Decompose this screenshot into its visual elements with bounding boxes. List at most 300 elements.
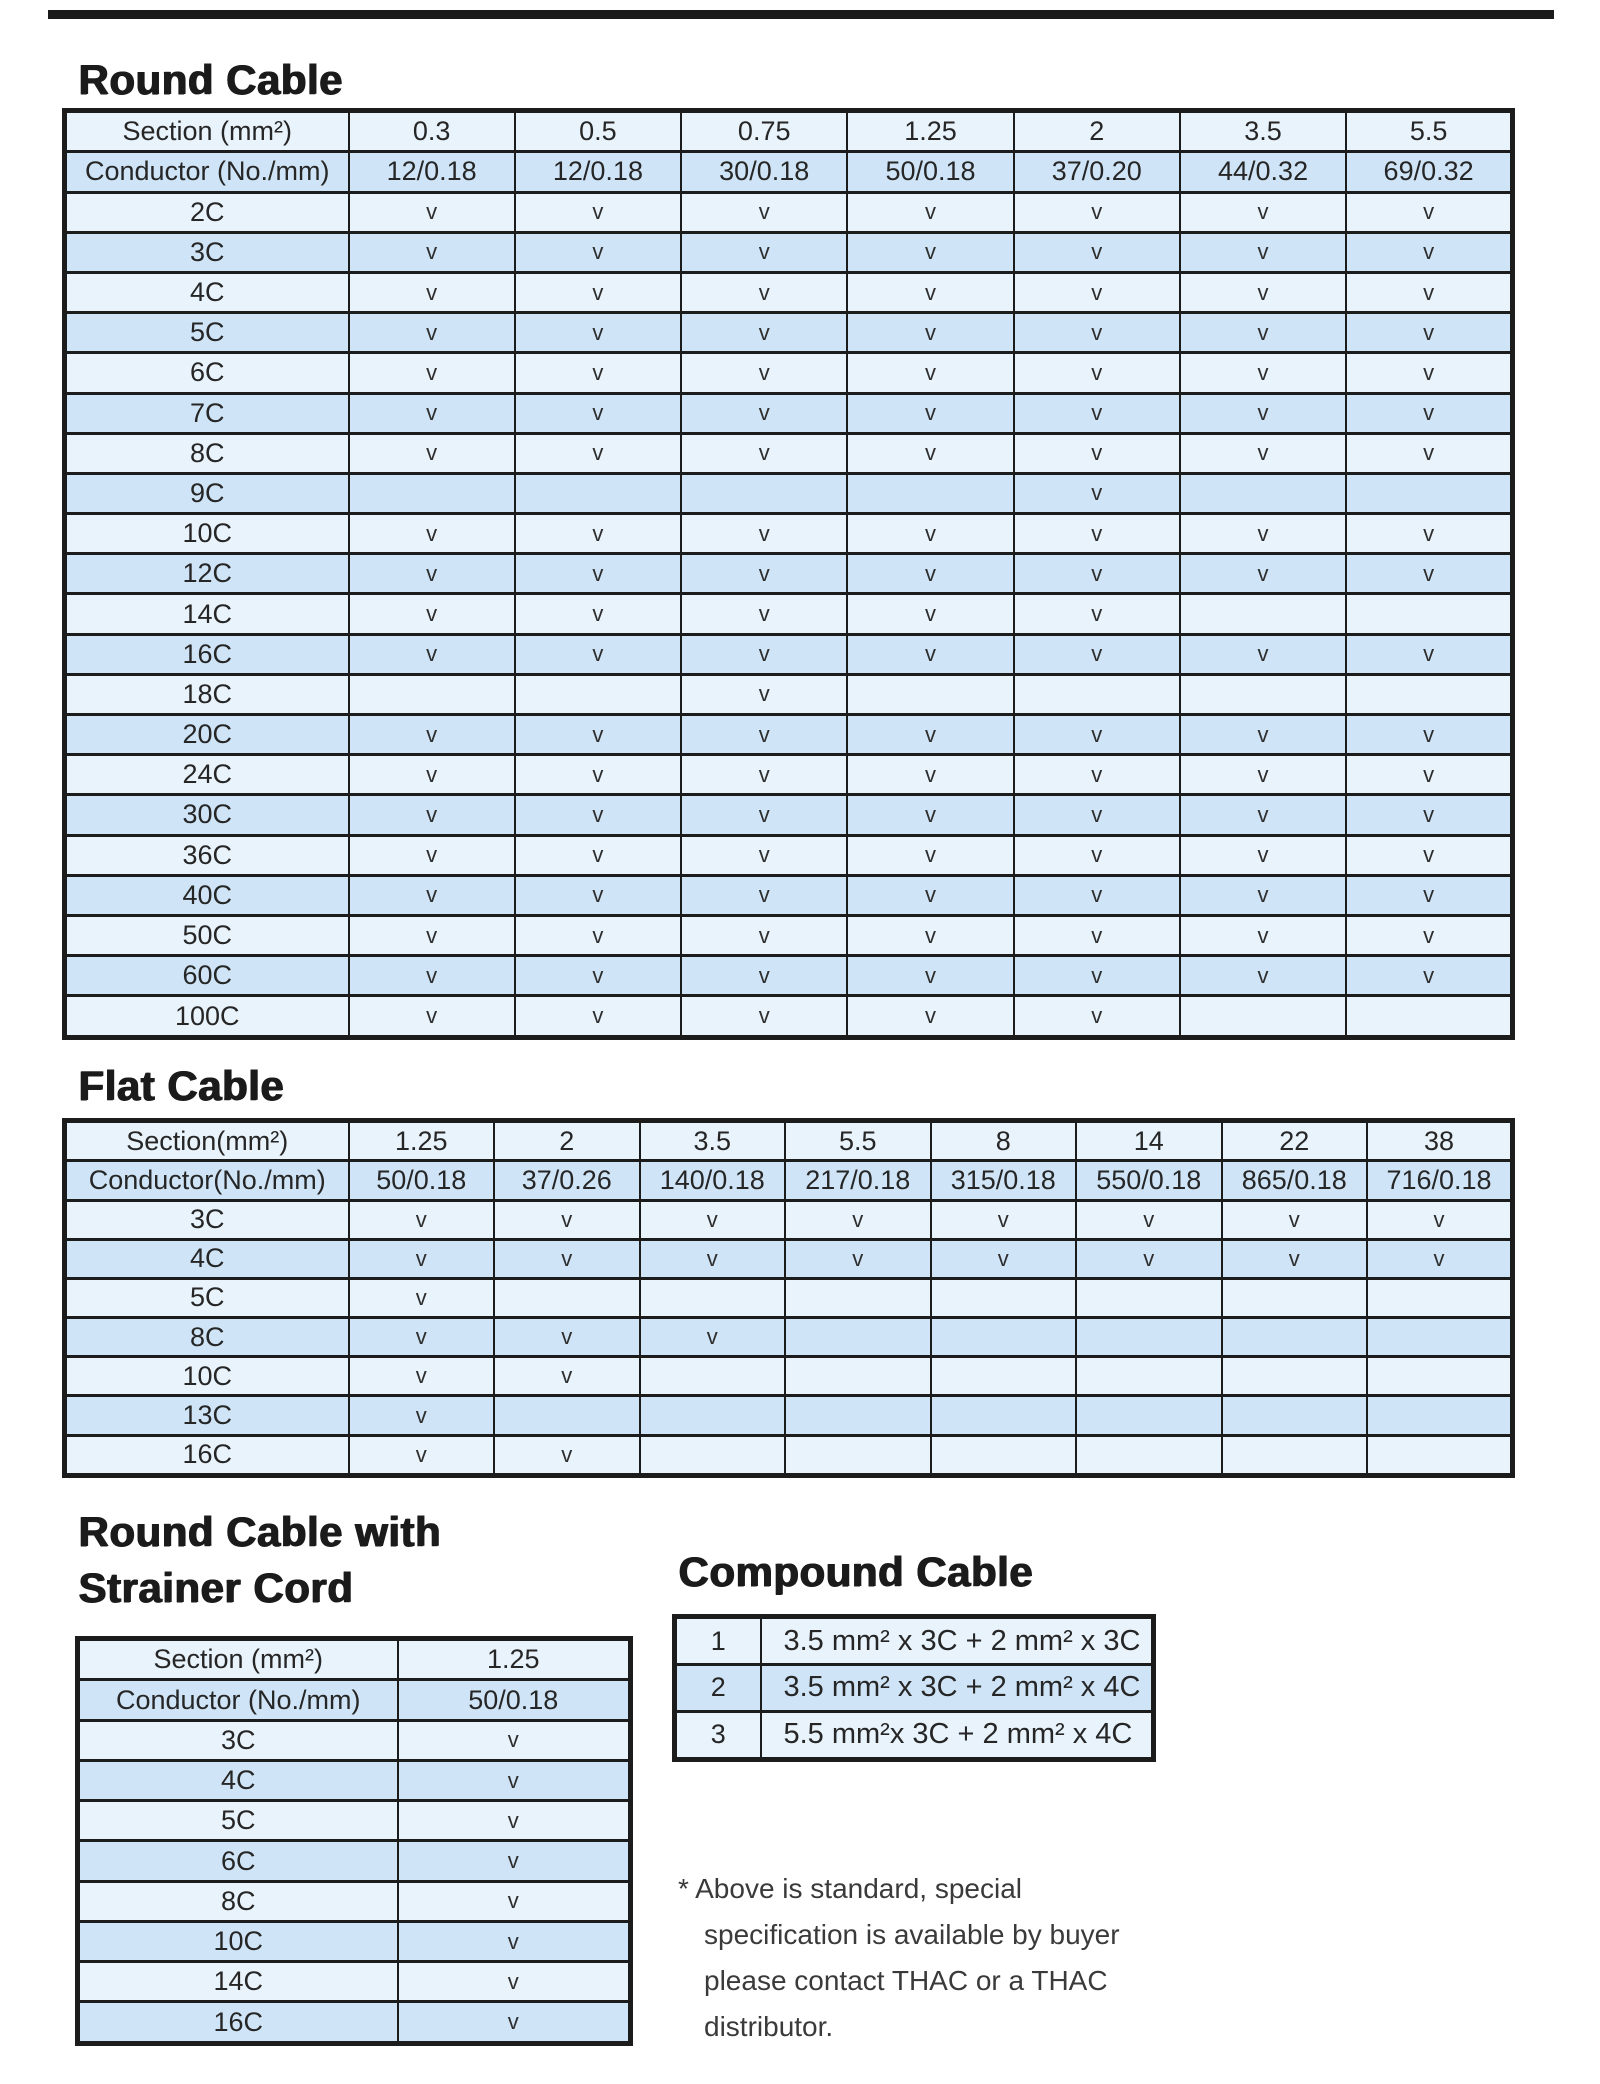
table-row [65,996,1513,1038]
table-row [65,433,1513,473]
check-cell: v [1076,1239,1222,1278]
check-cell: v [1346,715,1512,755]
table-row [65,272,1513,312]
row-label: 5C [65,313,349,353]
section-value: 1.25 [349,1121,495,1161]
conductor-value: 44/0.32 [1180,152,1346,192]
check-cell [1076,1396,1222,1435]
check-cell: v [640,1318,786,1357]
check-cell: v [681,514,847,554]
check-cell: v [515,715,681,755]
check-cell: v [847,313,1013,353]
compound-row-number: 1 [675,1617,761,1665]
check-cell: v [349,795,515,835]
check-cell: v [349,272,515,312]
check-cell: v [847,353,1013,393]
conductor-value: 50/0.18 [847,152,1013,192]
round-cable-section [62,108,1515,1040]
check-cell: v [681,594,847,634]
conductor-value: 550/0.18 [1076,1161,1222,1200]
check-cell [1222,1278,1368,1317]
check-cell [931,1396,1077,1435]
check-cell: v [1346,393,1512,433]
check-cell: v [1346,313,1512,353]
table-row [78,1760,631,1800]
table-row [675,1711,1154,1759]
section-value: 5.5 [1346,111,1512,152]
flat-table [62,1118,1515,1478]
table-row [65,313,1513,353]
check-cell: v [931,1239,1077,1278]
check-cell [931,1318,1077,1357]
check-cell: v [515,594,681,634]
check-cell: v [1346,433,1512,473]
flat-cable-title: Flat Cable [78,1062,284,1109]
section-value: 0.5 [515,111,681,152]
check-cell [847,674,1013,714]
check-cell: v [1346,232,1512,272]
check-cell [1222,1396,1368,1435]
check-cell: v [398,1720,631,1760]
check-cell: v [1367,1239,1513,1278]
compound-row-description: 3.5 mm² x 3C + 2 mm² x 4C [761,1665,1154,1712]
conductor-header-label: Conductor (No./mm) [65,152,349,192]
row-label: 4C [65,272,349,312]
row-label: 8C [78,1881,398,1921]
section-value: 22 [1222,1121,1368,1161]
check-cell: v [1346,192,1512,232]
conductor-header-label: Conductor (No./mm) [78,1680,398,1720]
conductor-value: 30/0.18 [681,152,847,192]
conductor-value: 865/0.18 [1222,1161,1368,1200]
row-label: 14C [65,594,349,634]
check-cell [1180,674,1346,714]
check-cell: v [847,232,1013,272]
check-cell: v [494,1435,640,1475]
table-row [65,634,1513,674]
row-label: 20C [65,715,349,755]
check-cell [785,1278,931,1317]
check-cell [931,1435,1077,1475]
check-cell: v [515,433,681,473]
check-cell: v [681,272,847,312]
check-cell [640,1278,786,1317]
conductor-value: 716/0.18 [1367,1161,1513,1200]
check-cell: v [349,1435,495,1475]
check-cell: v [515,393,681,433]
section-value: 3.5 [1180,111,1346,152]
check-cell [1076,1435,1222,1475]
check-cell: v [349,1278,495,1317]
section-value: 0.3 [349,111,515,152]
table-row [78,1921,631,1961]
table-row [78,1801,631,1841]
conductor-value: 69/0.32 [1346,152,1512,192]
check-cell [515,674,681,714]
check-cell: v [398,1801,631,1841]
row-label: 10C [78,1921,398,1961]
check-cell: v [1014,956,1180,996]
check-cell: v [681,715,847,755]
check-cell [1014,674,1180,714]
check-cell [1076,1278,1222,1317]
check-cell: v [1014,393,1180,433]
check-cell: v [1014,313,1180,353]
check-cell: v [349,1200,495,1239]
check-cell: v [398,1962,631,2002]
check-cell: v [681,554,847,594]
check-cell [1180,473,1346,513]
check-cell: v [1180,755,1346,795]
row-label: 30C [65,795,349,835]
check-cell: v [349,353,515,393]
check-cell [494,1278,640,1317]
check-cell: v [1346,554,1512,594]
table-row [675,1665,1154,1712]
check-cell: v [681,996,847,1038]
check-cell: v [349,755,515,795]
row-label: 5C [65,1278,349,1317]
check-cell [785,1318,931,1357]
check-cell [1367,1278,1513,1317]
check-cell: v [1180,393,1346,433]
check-cell: v [847,594,1013,634]
flat-cable-section [62,1118,1515,1478]
section-value: 8 [931,1121,1077,1161]
row-label: 16C [65,634,349,674]
conductor-header-label: Conductor(No./mm) [65,1161,349,1200]
strainer-table [75,1636,633,2046]
check-cell: v [349,715,515,755]
check-cell: v [1180,232,1346,272]
table-row [65,875,1513,915]
table-row [78,1881,631,1921]
strainer-title-line1: Round Cable with [78,1508,441,1555]
check-cell [785,1396,931,1435]
row-label: 6C [65,353,349,393]
row-label: 5C [78,1801,398,1841]
row-label: 16C [65,1435,349,1475]
check-cell: v [349,1396,495,1435]
table-row [675,1617,1154,1665]
check-cell: v [1346,835,1512,875]
check-cell: v [1346,755,1512,795]
footnote-line: * Above is standard, special [678,1873,1022,1904]
check-cell: v [1367,1200,1513,1239]
check-cell: v [785,1200,931,1239]
table-row [65,1278,1513,1317]
check-cell: v [847,192,1013,232]
check-cell [640,1396,786,1435]
check-cell: v [1346,514,1512,554]
compound-row-description: 5.5 mm²x 3C + 2 mm² x 4C [761,1711,1154,1759]
check-cell: v [349,393,515,433]
row-label: 14C [78,1962,398,2002]
check-cell: v [1222,1200,1368,1239]
row-label: 4C [78,1760,398,1800]
check-cell [1180,996,1346,1038]
table-row [65,1318,1513,1357]
check-cell: v [515,755,681,795]
table-row [65,915,1513,955]
check-cell: v [1180,715,1346,755]
check-cell: v [349,313,515,353]
conductor-value: 37/0.20 [1014,152,1180,192]
table-row [65,232,1513,272]
check-cell: v [1180,353,1346,393]
check-cell: v [1014,514,1180,554]
check-cell: v [847,915,1013,955]
check-cell: v [349,514,515,554]
check-cell: v [494,1200,640,1239]
check-cell: v [349,232,515,272]
section-value: 0.75 [681,111,847,152]
row-label: 4C [65,1239,349,1278]
conductor-value: 315/0.18 [931,1161,1077,1200]
conductor-value: 12/0.18 [349,152,515,192]
row-label: 2C [65,192,349,232]
check-cell: v [515,795,681,835]
check-cell: v [681,875,847,915]
check-cell [1076,1357,1222,1396]
check-cell [1367,1435,1513,1475]
row-label: 3C [65,232,349,272]
table-row [65,594,1513,634]
table-row [65,473,1513,513]
check-cell: v [1014,192,1180,232]
check-cell [640,1435,786,1475]
check-cell: v [1014,634,1180,674]
section-value: 3.5 [640,1121,786,1161]
check-cell: v [1014,232,1180,272]
compound-cable-title: Compound Cable [678,1548,1033,1595]
table-row [78,2002,631,2044]
check-cell: v [349,1239,495,1278]
row-label: 13C [65,1396,349,1435]
check-cell: v [847,433,1013,473]
row-label: 3C [65,1200,349,1239]
check-cell: v [349,956,515,996]
check-cell: v [1180,956,1346,996]
check-cell: v [1346,956,1512,996]
check-cell [1222,1318,1368,1357]
section-value: 14 [1076,1121,1222,1161]
conductor-value: 140/0.18 [640,1161,786,1200]
check-cell [785,1435,931,1475]
footnote [678,1866,1238,2050]
check-cell: v [681,433,847,473]
check-cell: v [349,634,515,674]
check-cell [1222,1357,1368,1396]
check-cell: v [515,272,681,312]
strainer-cable-title [78,1504,441,1616]
row-label: 60C [65,956,349,996]
section-value: 38 [1367,1121,1513,1161]
section-value: 1.25 [398,1639,631,1680]
check-cell: v [515,192,681,232]
check-cell: v [681,674,847,714]
check-cell: v [1014,272,1180,312]
row-label: 7C [65,393,349,433]
check-cell: v [1014,433,1180,473]
check-cell: v [847,272,1013,312]
check-cell: v [349,554,515,594]
table-row [65,192,1513,232]
check-cell: v [640,1200,786,1239]
check-cell: v [515,875,681,915]
check-cell: v [681,634,847,674]
row-label: 50C [65,915,349,955]
check-cell: v [1180,272,1346,312]
footnote-line: distributor. [704,2011,834,2042]
conductor-value: 50/0.18 [349,1161,495,1200]
compound-row-number: 3 [675,1711,761,1759]
check-cell: v [494,1357,640,1396]
row-label: 16C [78,2002,398,2044]
table-row [78,1720,631,1760]
check-cell: v [1180,835,1346,875]
check-cell: v [681,795,847,835]
check-cell: v [398,1760,631,1800]
check-cell: v [1346,795,1512,835]
row-label: 3C [78,1720,398,1760]
check-cell: v [515,634,681,674]
row-label: 24C [65,755,349,795]
check-cell: v [398,1881,631,1921]
conductor-value: 12/0.18 [515,152,681,192]
check-cell: v [1014,915,1180,955]
check-cell: v [1014,875,1180,915]
compound-cable-section [672,1614,1156,1762]
check-cell: v [681,956,847,996]
check-cell: v [1180,313,1346,353]
table-row [65,674,1513,714]
check-cell [681,473,847,513]
compound-table [672,1614,1156,1762]
check-cell: v [398,1841,631,1881]
row-label: 12C [65,554,349,594]
row-label: 36C [65,835,349,875]
check-cell: v [1180,192,1346,232]
footnote-line: specification is available by buyer [704,1919,1120,1950]
check-cell: v [1180,875,1346,915]
check-cell [1367,1357,1513,1396]
check-cell: v [681,915,847,955]
check-cell: v [1346,353,1512,393]
section-value: 2 [494,1121,640,1161]
check-cell: v [931,1200,1077,1239]
check-cell [349,674,515,714]
check-cell [931,1357,1077,1396]
check-cell: v [1014,996,1180,1038]
check-cell: v [847,795,1013,835]
check-cell: v [349,996,515,1038]
footnote-line: please contact THAC or a THAC [704,1965,1108,1996]
table-row [65,1239,1513,1278]
row-label: 40C [65,875,349,915]
check-cell: v [681,353,847,393]
table-row [65,956,1513,996]
row-label: 18C [65,674,349,714]
check-cell: v [1180,514,1346,554]
check-cell: v [847,996,1013,1038]
table-row [65,795,1513,835]
check-cell: v [1222,1239,1368,1278]
check-cell: v [515,353,681,393]
check-cell: v [349,875,515,915]
check-cell: v [847,554,1013,594]
section-header-label: Section(mm²) [65,1121,349,1161]
table-row [65,835,1513,875]
check-cell [1346,473,1512,513]
check-cell: v [1180,634,1346,674]
check-cell [1367,1396,1513,1435]
check-cell: v [640,1239,786,1278]
check-cell: v [681,192,847,232]
conductor-value: 50/0.18 [398,1680,631,1720]
check-cell: v [515,232,681,272]
check-cell [1346,996,1512,1038]
check-cell [1367,1318,1513,1357]
check-cell: v [515,313,681,353]
check-cell: v [847,634,1013,674]
top-rule [48,10,1554,19]
check-cell: v [681,232,847,272]
check-cell: v [494,1318,640,1357]
table-row [65,554,1513,594]
check-cell: v [1014,755,1180,795]
table-row [65,1200,1513,1239]
check-cell: v [681,755,847,795]
conductor-value: 217/0.18 [785,1161,931,1200]
check-cell: v [1346,272,1512,312]
check-cell: v [1014,554,1180,594]
check-cell: v [1014,835,1180,875]
section-header-label: Section (mm²) [65,111,349,152]
check-cell: v [847,755,1013,795]
check-cell: v [847,514,1013,554]
check-cell: v [1014,795,1180,835]
round-table [62,108,1515,1040]
check-cell [785,1357,931,1396]
check-cell [1346,674,1512,714]
check-cell: v [1014,473,1180,513]
check-cell: v [1346,915,1512,955]
check-cell [847,473,1013,513]
check-cell [515,473,681,513]
check-cell: v [1180,554,1346,594]
check-cell: v [349,1357,495,1396]
check-cell [1076,1318,1222,1357]
check-cell: v [515,835,681,875]
check-cell: v [515,554,681,594]
check-cell: v [515,514,681,554]
check-cell: v [847,875,1013,915]
check-cell: v [349,433,515,473]
row-label: 10C [65,514,349,554]
check-cell: v [681,313,847,353]
check-cell: v [349,835,515,875]
check-cell: v [847,835,1013,875]
table-row [65,514,1513,554]
strainer-title-line2: Strainer Cord [78,1564,353,1611]
compound-row-number: 2 [675,1665,761,1712]
check-cell: v [681,835,847,875]
table-row [65,1435,1513,1475]
strainer-cable-section [75,1636,633,2046]
check-cell: v [349,192,515,232]
table-row [78,1962,631,2002]
